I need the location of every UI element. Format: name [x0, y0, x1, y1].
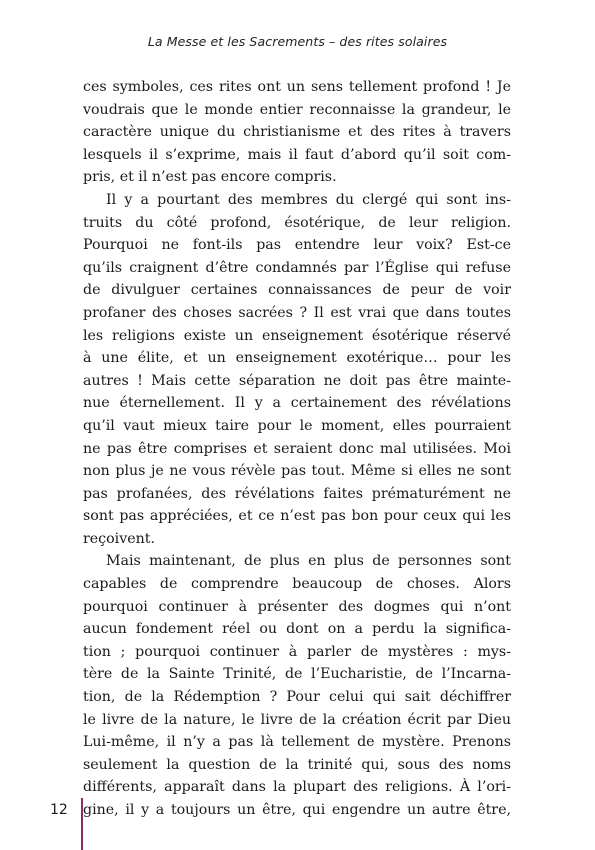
- text-line: reçoivent.: [83, 530, 155, 547]
- running-header: La Messe et les Sacrements – des rites solaires: [147, 34, 448, 49]
- text-line: Mais maintenant, de plus en plus de personnes sont: [106, 553, 511, 570]
- text-line: tion ; pourquoi continuer à parler de mystères : mys-: [83, 643, 511, 660]
- text-line: qu’ils craignent d’être condamnés par l’Église qui refuse: [83, 259, 511, 276]
- text-line: Pourquoi ne font-ils pas entendre leur voix? Est-ce: [83, 237, 511, 254]
- text-line: tion, de la Rédemption ? Pour celui qui sait déchiffrer: [83, 689, 511, 706]
- text-line: les religions existe un enseignement ésotérique réservé: [83, 327, 511, 344]
- text-line: voudrais que le monde entier reconnaisse la grandeur, le: [83, 101, 511, 118]
- text-line: Lui-même, il n’y a pas là tellement de mystère. Prenons: [83, 734, 511, 751]
- text-line: sont pas appréciées, et ce n’est pas bon pour ceux qui les: [83, 508, 511, 525]
- page-number: 12: [50, 802, 68, 818]
- text-line: aucun fondement réel ou dont on a perdu la significa-: [83, 621, 511, 638]
- margin-accent-rule: [81, 798, 83, 850]
- text-line: tère de la Sainte Trinité, de l’Eucharistie, de l’Incarna-: [83, 666, 511, 683]
- text-line: Il y a pourtant des membres du clergé qui sont ins-: [106, 191, 511, 208]
- text-line: pourquoi continuer à présenter des dogmes qui n’ont: [83, 598, 511, 615]
- text-line: pris, et il n’est pas encore compris.: [83, 169, 337, 186]
- text-line: différents, apparaît dans la plupart des religions. À l’ori-: [83, 779, 511, 796]
- text-line: pas profanées, des révélations faites prématurément ne: [83, 485, 511, 502]
- text-line: ces symboles, ces rites ont un sens tellement profond ! Je: [83, 79, 511, 95]
- text-line: truits du côté profond, ésotérique, de leur religion.: [83, 214, 511, 231]
- text-line: capables de comprendre beaucoup de choses. Alors: [83, 576, 511, 593]
- text-line: le livre de la nature, le livre de la création écrit par Dieu: [83, 711, 511, 728]
- text-line: profaner des choses sacrées ? Il est vrai que dans toutes: [83, 304, 511, 321]
- text-line: seulement la question de la trinité qui, sous des noms: [83, 756, 511, 773]
- text-line: gine, il y a toujours un être, qui engendre un autre être,: [83, 802, 511, 818]
- text-line: caractère unique du christianisme et des rites à travers: [83, 124, 511, 141]
- text-line: qu’il vaut mieux taire pour le moment, elles pourraient: [83, 417, 511, 434]
- text-line: non plus je ne vous révèle pas tout. Même si elles ne sont: [83, 463, 511, 480]
- text-line: lesquels il s’exprime, mais il faut d’abord qu’il soit com-: [83, 146, 511, 163]
- body-text: [83, 76, 511, 822]
- text-line: ne pas être comprises et seraient donc mal utilisées. Moi: [83, 440, 511, 457]
- text-line: de divulguer certaines connaissances de peur de voir: [83, 282, 511, 299]
- text-line: nue éternellement. Il y a certainement des révélations: [83, 395, 511, 412]
- text-line: à une élite, et un enseignement exotérique… pour les: [83, 350, 511, 367]
- text-line: autres ! Mais cette séparation ne doit pas être mainte-: [83, 372, 511, 389]
